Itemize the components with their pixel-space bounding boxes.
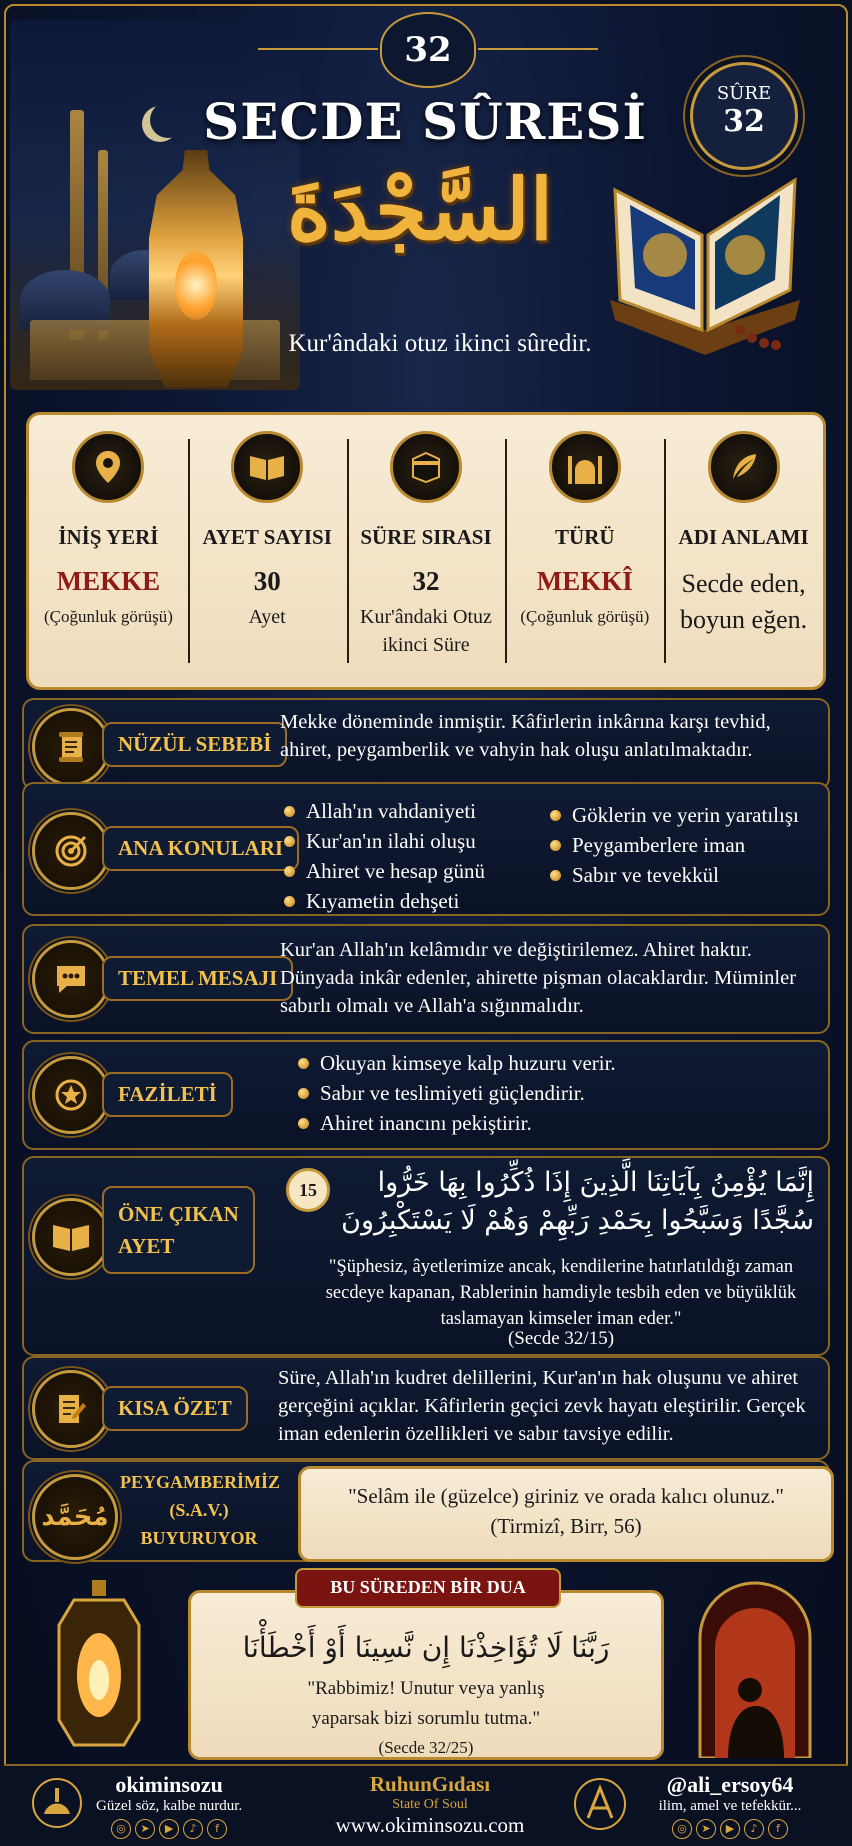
crescent-moon-icon xyxy=(150,102,186,138)
tiktok-icon[interactable]: ♪ xyxy=(183,1819,203,1839)
info-sub: (Çoğunluk görüşü) xyxy=(520,607,650,626)
section-label: TEMEL MESAJI xyxy=(102,956,293,1001)
section-label: FAZİLETİ xyxy=(102,1072,233,1117)
info-label: AYET SAYISI xyxy=(202,525,332,549)
ayet-reference: (Secde 32/15) xyxy=(507,1328,615,1349)
social-icons xyxy=(612,1817,848,1839)
telegram-icon[interactable]: ➤ xyxy=(135,1819,155,1839)
section-peygamberimiz xyxy=(22,1460,830,1562)
section-one-cikan-ayet xyxy=(22,1156,830,1356)
list-item: Sabır ve tevekkül xyxy=(546,860,826,890)
lantern-glow xyxy=(175,250,217,320)
topics-right-list xyxy=(546,800,826,890)
info-value: MEKKE xyxy=(56,566,161,596)
topics-left-list xyxy=(280,796,550,916)
hadis-reference: (Tirmizî, Birr, 56) xyxy=(490,1514,642,1538)
tiktok-icon[interactable]: ♪ xyxy=(744,1819,764,1839)
dua-reference: (Secde 32/25) xyxy=(378,1738,474,1757)
feather-icon xyxy=(708,431,780,503)
sure-badge-label: SÛRE xyxy=(716,83,772,104)
info-value: 32 xyxy=(412,566,440,596)
info-inis-yeri xyxy=(29,415,188,687)
muhammad-calligraphy-emblem: مُحَمَّد xyxy=(32,1474,118,1560)
instagram-icon[interactable]: ◎ xyxy=(672,1819,692,1839)
section-label xyxy=(120,1468,281,1552)
section-label-line2: AYET xyxy=(118,1234,175,1258)
info-label: SÜRE SIRASI xyxy=(360,525,492,549)
info-panel xyxy=(26,412,826,690)
location-pin-icon xyxy=(72,431,144,503)
info-adi-anlami xyxy=(664,415,823,687)
section-label-line1: ÖNE ÇIKAN xyxy=(118,1202,239,1226)
section-label: ANA KONULARI xyxy=(102,826,299,871)
section-kisa-ozet xyxy=(22,1356,830,1460)
dua-text: "Rabbimiz! Unutur veya yanlış yaparsak bizi sorumlu tutma." xyxy=(307,1678,545,1729)
star-medal-icon xyxy=(32,1056,110,1134)
scroll-icon xyxy=(32,708,110,786)
telegram-icon[interactable]: ➤ xyxy=(696,1819,716,1839)
hadis-quote-box xyxy=(298,1466,834,1562)
youtube-icon[interactable]: ▶ xyxy=(159,1819,179,1839)
open-book-icon xyxy=(231,431,303,503)
section-text: Kur'an Allah'ın kelâmıdır ve değiştirilemez. Ahiret haktır. Dünyada inkâr edenler, ahirette pişman olacaklardır. Müminler sabırlı olmalı ve Allah'a sığınmalıdır. xyxy=(280,939,797,1017)
mosque-icon xyxy=(549,431,621,503)
surah-number-badge: 32 xyxy=(380,12,476,88)
youtube-icon[interactable]: ▶ xyxy=(720,1819,740,1839)
info-label: İNİŞ YERİ xyxy=(58,525,159,549)
list-item: Göklerin ve yerin yaratılışı xyxy=(546,800,826,830)
section-fazileti xyxy=(22,1040,830,1150)
ayet-translation: "Şüphesiz, âyetlerimize ancak, kendilerine hatırlatıldığı zaman secdeye kapanan, Rablerinin hamdiyle tesbih eden ve büyüklük taslamayan kimseler iman eder." xyxy=(325,1257,797,1329)
footer-center xyxy=(290,1772,570,1838)
list-item: Peygamberlere iman xyxy=(546,830,826,860)
footer-brand-sub: State Of Soul xyxy=(392,1797,468,1812)
praying-person-illustration xyxy=(680,1578,830,1758)
info-label: TÜRÜ xyxy=(555,525,615,549)
section-label xyxy=(102,1186,255,1274)
okiminsozu-logo-icon xyxy=(30,1776,84,1830)
list-item: Sabır ve teslimiyeti güçlendirir. xyxy=(294,1078,814,1108)
section-nuzul-sebebi xyxy=(22,698,830,790)
open-book-icon xyxy=(32,1198,110,1276)
list-item: Ahiret ve hesap günü xyxy=(280,856,550,886)
list-item: Ahiret inancını pekiştirir. xyxy=(294,1108,814,1138)
arabic-title: السَّجْدَةَ xyxy=(286,160,554,259)
kaaba-icon xyxy=(390,431,462,503)
section-text: Süre, Allah'ın kudret delillerini, Kur'an'ın hak oluşunu ve ahiret gerçeğini açıklar. Kâfirlerin geçici zevk hayatı eleştirilir. Gerçek iman edenlerin özellikleri ve sabır tavsiye edilir. xyxy=(278,1367,806,1445)
footer-url[interactable]: www.okiminsozu.com xyxy=(335,1813,525,1837)
footer-left-name: okiminsozu xyxy=(115,1772,223,1797)
section-text: Mekke döneminde inmiştir. Kâfirlerin inkârına karşı tevhid, ahiret, peygamberlik ve vahyin hak oluşu anlatılmaktadır. xyxy=(280,711,771,761)
list-item: Allah'ın vahdaniyeti xyxy=(280,796,550,826)
dua-box xyxy=(188,1590,664,1760)
subtitle: Kur'ândaki otuz ikinci sûredir. xyxy=(288,330,592,357)
list-item: Kıyametin dehşeti xyxy=(280,886,550,916)
list-item: Okuyan kimseye kalp huzuru verir. xyxy=(294,1048,814,1078)
info-sub: Kur'ândaki Otuz ikinci Süre xyxy=(360,606,492,656)
dua-arabic: رَبَّنَا لَا تُؤَاخِذْنَا إِن نَّسِينَا أَوْ أَخْطَأْنَا xyxy=(242,1631,610,1664)
section-temel-mesaji xyxy=(22,924,830,1034)
instagram-icon[interactable]: ◎ xyxy=(111,1819,131,1839)
info-sure-sirasi xyxy=(347,415,506,687)
fazilet-list xyxy=(294,1048,814,1138)
footer xyxy=(4,1764,848,1844)
facebook-icon[interactable]: f xyxy=(207,1819,227,1839)
facebook-icon[interactable]: f xyxy=(768,1819,788,1839)
dua-heading: BU SÜREDEN BİR DUA xyxy=(295,1568,561,1608)
info-sub: (Çoğunluk görüşü) xyxy=(43,607,173,626)
section-label-line3: BUYURUYOR xyxy=(140,1528,258,1548)
section-label: KISA ÖZET xyxy=(102,1386,248,1431)
info-value: Secde eden, boyun eğen. xyxy=(680,569,808,634)
info-sub: Ayet xyxy=(248,606,286,628)
ayet-arabic: إِنَّمَا يُؤْمِنُ بِآيَاتِنَا الَّذِينَ إِذَا ذُكِّرُوا بِهَا خَرُّوا سُجَّدًا وَسَبَّحُوا بِحَمْدِ رَبِّهِمْ وَهُمْ لَا يَسْتَكْبِرُونَ xyxy=(341,1167,814,1236)
page-title: SECDE SÛRESİ xyxy=(203,92,647,151)
info-turu xyxy=(505,415,664,687)
ayet-number-badge: 15 xyxy=(286,1168,330,1212)
section-label-line2: (S.A.V.) xyxy=(169,1500,229,1520)
section-ana-konulari xyxy=(22,782,830,916)
target-icon xyxy=(32,812,110,890)
list-item: Kur'an'ın ilahi oluşu xyxy=(280,826,550,856)
footer-right-name: @ali_ersoy64 xyxy=(666,1772,794,1797)
footer-brand: RuhunGıdası xyxy=(369,1772,491,1796)
section-label-line1: PEYGAMBERİMİZ xyxy=(120,1472,281,1492)
footer-right xyxy=(612,1772,848,1839)
lantern-icon xyxy=(44,1580,154,1760)
info-label: ADI ANLAMI xyxy=(678,525,809,549)
footer-left xyxy=(96,1772,242,1839)
speech-bubble-icon xyxy=(32,940,110,1018)
footer-left-slogan: Güzel söz, kalbe nurdur. xyxy=(96,1798,243,1814)
hadis-text: "Selâm ile (güzelce) giriniz ve orada kalıcı olunuz." xyxy=(348,1484,784,1508)
quran-book-icon xyxy=(590,150,820,360)
section-label: NÜZÜL SEBEBİ xyxy=(102,722,287,767)
info-value: MEKKÎ xyxy=(536,566,633,596)
social-icons xyxy=(96,1817,242,1839)
info-ayet-sayisi xyxy=(188,415,347,687)
footer-right-slogan: ilim, amel ve tefekkür... xyxy=(658,1798,802,1814)
info-value: 30 xyxy=(253,566,281,596)
note-pen-icon xyxy=(32,1370,110,1448)
sure-badge-number: 32 xyxy=(723,104,765,139)
